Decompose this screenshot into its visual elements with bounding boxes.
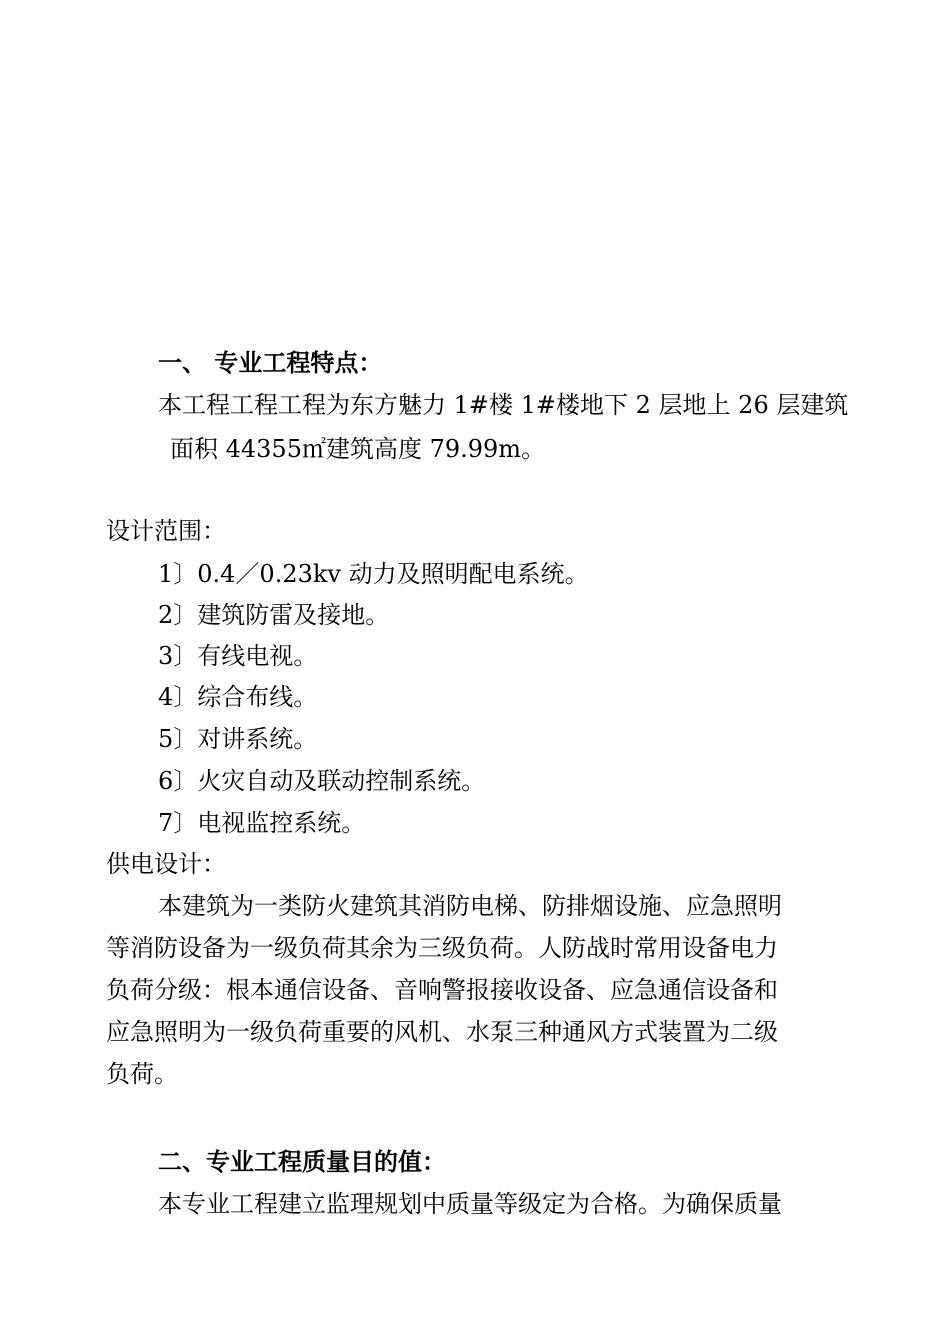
scope-item: 5〕对讲系统。 [158, 725, 318, 753]
power-design-line: 负荷。 [106, 1060, 178, 1088]
intro-line-2: 面积 44355㎡建筑高度 79.99m。 [170, 435, 546, 463]
scope-item: 3〕有线电视。 [158, 642, 318, 670]
scope-item: 1〕0.4／0.23kv 动力及照明配电系统。 [158, 560, 589, 588]
design-scope-title: 设计范围： [106, 517, 226, 545]
scope-item: 6〕火灾自动及联动控制系统。 [158, 767, 486, 795]
scope-item: 7〕电视监控系统。 [158, 809, 366, 837]
power-design-title: 供电设计： [106, 850, 226, 878]
section-heading-1: 一、 专业工程特点： [158, 349, 383, 377]
scope-item: 2〕建筑防雷及接地。 [158, 601, 390, 629]
quality-line-1: 本专业工程建立监理规划中质量等级定为合格。为确保质量 [158, 1190, 782, 1218]
power-design-line: 本建筑为一类防火建筑其消防电梯、防排烟设施、应急照明 [158, 892, 782, 920]
power-design-line: 等消防设备为一级负荷其余为三级负荷。人防战时常用设备电力 [106, 934, 778, 962]
section-heading-2: 二、专业工程质量目的值： [158, 1148, 446, 1176]
scope-item: 4〕综合布线。 [158, 683, 318, 711]
intro-line-1: 本工程工程工程为东方魅力 1#楼 1#楼地下 2 层地上 26 层建筑 [158, 391, 849, 419]
power-design-line: 应急照明为一级负荷重要的风机、水泵三种通风方式装置为二级 [106, 1018, 778, 1046]
power-design-line: 负荷分级：根本通信设备、音响警报接收设备、应急通信设备和 [106, 976, 778, 1004]
